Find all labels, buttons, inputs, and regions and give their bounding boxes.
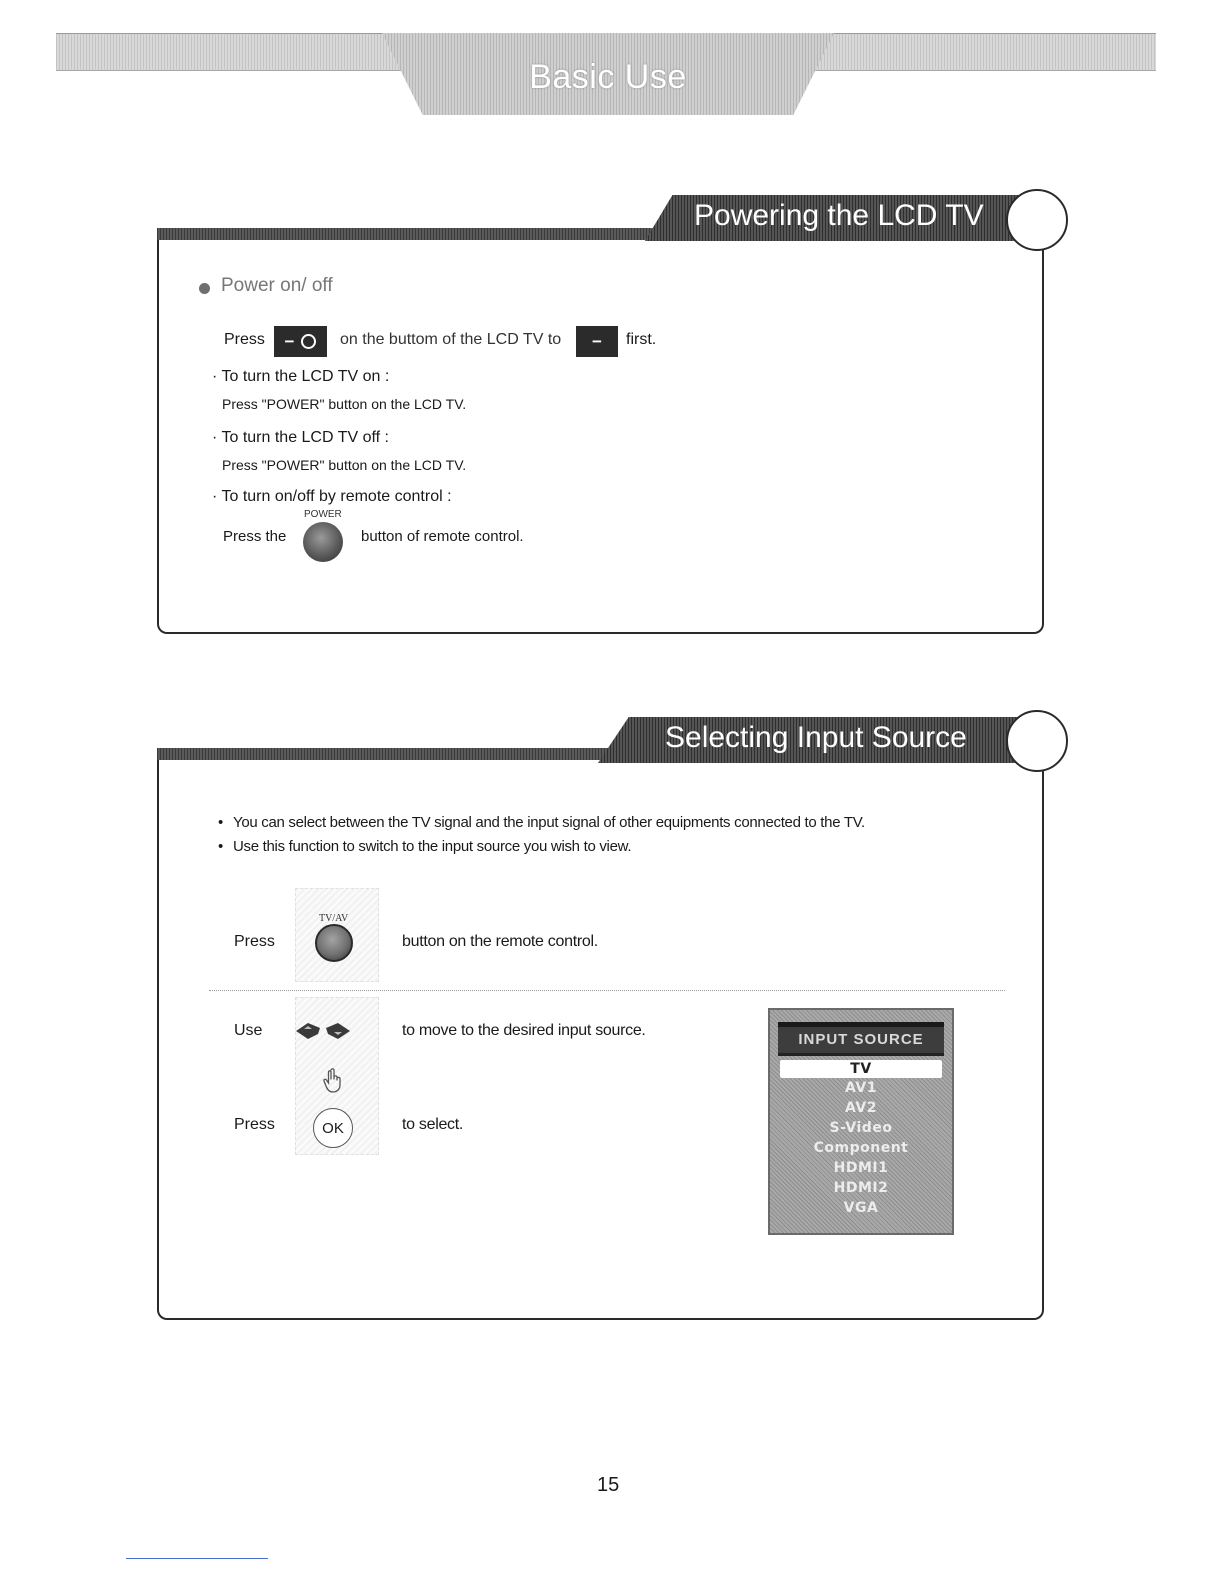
menu-item-av1[interactable]: AV1 <box>845 1080 877 1096</box>
section-title: Powering the LCD TV <box>694 199 984 232</box>
step-on-detail: Press "POWER" button on the LCD TV. <box>222 396 467 412</box>
step3-text: to select. <box>402 1116 464 1133</box>
tvav-button-icon <box>315 924 353 962</box>
pointer-hand-icon <box>322 1068 344 1094</box>
arrow-keys-icon <box>294 1020 352 1042</box>
step1-text: button on the remote control. <box>402 933 598 950</box>
menu-item-hdmi2[interactable]: HDMI2 <box>833 1180 889 1196</box>
page-number: 15 <box>597 1474 620 1496</box>
bullet-dot: • <box>218 814 224 831</box>
tvav-label: TV/AV <box>319 913 349 924</box>
step-remote-label: · To turn on/off by remote control : <box>212 488 452 505</box>
step1-label: Press <box>234 933 275 950</box>
section-corner-circle <box>1006 710 1068 772</box>
power-switch-on-icon: − <box>274 326 327 357</box>
remote-power-label: POWER <box>304 509 342 520</box>
step2-text: to move to the desired input source. <box>402 1022 646 1039</box>
ok-button-icon <box>313 1108 353 1148</box>
step-off-label: · To turn the LCD TV off : <box>212 429 389 446</box>
power-button-icon <box>303 522 343 562</box>
menu-item-component[interactable]: Component <box>813 1140 909 1156</box>
section-corner-circle <box>1006 189 1068 251</box>
remote-press-label: Press the <box>223 528 287 545</box>
info-bullet: You can select between the TV signal and the input signal of other equipments connected to the TV. <box>233 814 865 831</box>
press-middle-text: on the buttom of the LCD TV to <box>340 331 562 348</box>
press-label: Press <box>224 331 265 348</box>
press-end-text: first. <box>626 331 657 348</box>
step-on-label: · To turn the LCD TV on : <box>212 368 390 385</box>
bullet-icon <box>199 283 210 294</box>
section-title: Selecting Input Source <box>665 721 967 754</box>
step2-label: Use <box>234 1022 263 1039</box>
page-title: Basic Use <box>529 58 687 96</box>
menu-item-hdmi1[interactable]: HDMI1 <box>833 1160 889 1176</box>
menu-title: INPUT SOURCE <box>778 1022 944 1056</box>
divider <box>209 990 1005 991</box>
bullet-dot: • <box>218 838 224 855</box>
menu-item-svideo[interactable]: S-Video <box>829 1120 893 1136</box>
step-off-detail: Press "POWER" button on the LCD TV. <box>222 457 467 473</box>
power-switch-minus-icon: − <box>576 326 618 357</box>
info-bullet: Use this function to switch to the input source you wish to view. <box>233 838 632 855</box>
step3-label: Press <box>234 1116 275 1133</box>
menu-item-tv[interactable]: TV <box>780 1060 942 1078</box>
remote-press-end: button of remote control. <box>361 528 524 545</box>
footer-line <box>126 1558 268 1559</box>
menu-item-av2[interactable]: AV2 <box>845 1100 877 1116</box>
ok-button-label: OK <box>322 1119 344 1137</box>
power-heading: Power on/ off <box>221 275 333 296</box>
menu-item-vga[interactable]: VGA <box>843 1200 879 1216</box>
input-source-menu <box>768 1008 954 1235</box>
